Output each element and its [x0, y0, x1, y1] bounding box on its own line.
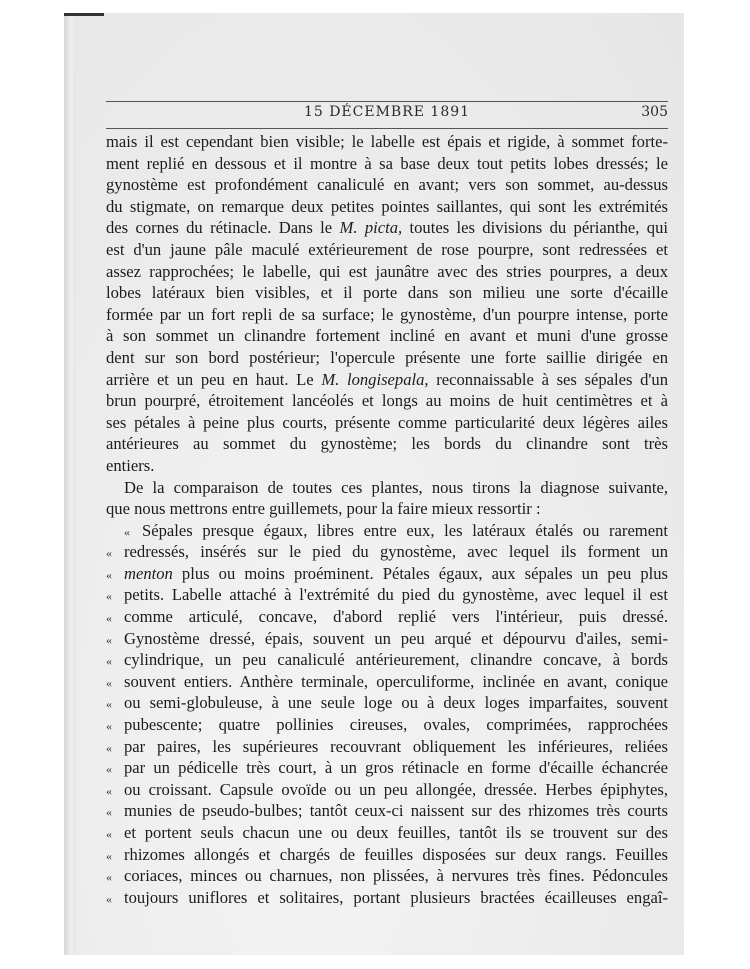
line-text: pubescente; quatre pollinies cireuses, ovales, comprimées, rapprochées [124, 715, 668, 735]
paragraph-p1 [106, 131, 668, 477]
text-line [106, 153, 668, 175]
text-line [106, 757, 668, 779]
guillemet-mark: « [106, 654, 112, 669]
line-text: mais il est cependant bien visible; le labelle est épais et rigide, à sommet forte- [106, 132, 668, 151]
text-line [106, 736, 668, 758]
text-line [106, 261, 668, 283]
guillemet-mark: « [106, 848, 112, 863]
guillemet-mark: « [106, 632, 112, 647]
line-text: redressés, insérés sur le pied du gynostème, avec lequel ils forment un [124, 542, 668, 562]
line-text: assez rapprochées; le labelle, qui est jaunâtre avec des stries pourpres, a deux [106, 261, 668, 281]
text-line [106, 541, 668, 563]
line-text: formée par un fort repli de sa surface; le gynostème, d'un pourpre intense, porte [106, 304, 668, 324]
text-line [106, 347, 668, 369]
text-line [106, 779, 668, 801]
line-text: Gynostème dressé, épais, souvent un peu arqué et dépourvu d'ailes, semi- [124, 628, 668, 648]
guillemet-mark: « [106, 675, 112, 690]
body-text [106, 131, 668, 908]
guillemet-mark: « [124, 524, 130, 539]
line-text: toutes les divisions du périanthe, qui [402, 218, 668, 238]
line-text: est d'un jaune pâle maculé extérieurement de rose pourpre, sont redressées et [106, 239, 668, 259]
line-text: par paires, les supérieures recouvrant obliquement les inférieures, reliées [124, 736, 668, 756]
text-line [106, 649, 668, 671]
header-rule-bottom [106, 128, 668, 129]
page-number: 305 [641, 104, 668, 120]
line-text: comme articulé, concave, d'abord replié vers l'intérieur, puis dressé. [124, 607, 668, 627]
text-line [106, 131, 668, 153]
guillemet-mark: « [106, 740, 112, 755]
text-line [106, 714, 668, 736]
line-text: par un pédicelle très court, à un gros rétinacle en forme d'écaille échancrée [124, 758, 668, 778]
text-line [106, 671, 668, 693]
text-line [106, 606, 668, 628]
text-line [106, 865, 668, 887]
text-line [106, 390, 668, 412]
text-line [106, 455, 668, 477]
text-line [106, 844, 668, 866]
text-line [106, 304, 668, 326]
text-line [106, 282, 668, 304]
text-line [106, 325, 668, 347]
line-text: et portent seuls chacun une ou deux feuilles, tantôt ils se trouvent sur des [124, 823, 668, 842]
text-line [106, 433, 668, 455]
line-text: des cornes du rétinacle. Dans le [106, 218, 340, 238]
line-text: plus ou moins proéminent. Pétales égaux, aux sépales un peu plus [172, 563, 668, 583]
header-date: 15 DÉCEMBRE 1891 [303, 104, 471, 120]
text-line [106, 217, 668, 239]
line-text: petits. Labelle attaché à l'extrémité du pied du gynostème, avec lequel il est [124, 585, 668, 605]
line-text: Sépales presque égaux, libres entre eux, les latéraux étalés ou rarement [142, 520, 668, 540]
guillemet-mark: « [106, 827, 112, 841]
text-line [106, 628, 668, 650]
text-line [106, 174, 668, 196]
line-text: ou semi-globuleuse, à une seule loge ou à deux loges imparfaites, souvent [124, 693, 668, 713]
guillemet-mark: « [106, 783, 112, 798]
line-text: entiers. [106, 455, 155, 475]
line-text: souvent entiers. Anthère terminale, operculiforme, inclinée en avant, conique [124, 671, 668, 691]
text-line [106, 584, 668, 606]
line-text: que nous mettrons entre guillemets, pour la faire mieux ressortir : [106, 499, 541, 519]
guillemet-mark: « [106, 870, 112, 885]
header-rule-top [106, 101, 668, 102]
guillemet-mark: « [106, 589, 112, 604]
line-text: du stigmate, on remarque deux petites pointes saillantes, qui sont les extrémités [106, 196, 668, 216]
text-line [106, 369, 668, 391]
species-name: M. picta, [339, 218, 403, 238]
guillemet-mark: « [106, 762, 112, 777]
guillemet-mark: « [106, 719, 112, 734]
text-line [106, 196, 668, 218]
page-edge-shadow [64, 13, 104, 16]
guillemet-mark: « [106, 891, 112, 906]
line-text: rhizomes allongés et chargés de feuilles disposées sur deux rangs. Feuilles [124, 844, 668, 864]
line-text: De la comparaison de toutes ces plantes, nous tirons la diagnose suivante, [124, 477, 668, 497]
text-line [106, 887, 668, 909]
text-line [106, 498, 668, 520]
guillemet-mark: « [106, 567, 112, 582]
line-text: antérieures au sommet du gynostème; les bords du clinandre sont très [106, 434, 668, 454]
guillemet-mark: « [106, 546, 112, 561]
text-line [106, 239, 668, 261]
line-text: dent sur son bord postérieur; l'opercule présente une forte saillie dirigée en [106, 347, 668, 367]
line-text: cylindrique, un peu canaliculé antérieurement, clinandre concave, à bords [124, 650, 668, 670]
text-line [106, 412, 668, 434]
paragraph-p2 [106, 477, 668, 520]
text-line [106, 563, 668, 585]
guillemet-mark: « [106, 805, 112, 820]
running-head [106, 104, 668, 126]
line-text: brun pourpré, étroitement lancéolés et longs au moins de huit centimètres et à [106, 391, 668, 411]
guillemet-mark: « [106, 611, 112, 626]
page-gutter [64, 13, 76, 955]
line-text: gynostème est profondément canaliculé en avant; vers son sommet, au-dessus [106, 175, 668, 195]
line-text: ses pétales à peine plus courts, présente comme particularité deux légères ailes [106, 412, 668, 432]
line-text: coriaces, minces ou charnues, non plissées, à nervures très fines. Pédoncules [124, 866, 668, 886]
text-line [106, 692, 668, 714]
line-text: à son sommet un clinandre fortement incliné en avant et muni d'une grosse [106, 326, 668, 346]
line-text: reconnaissable à ses sépales d'un [428, 369, 668, 389]
text-line [106, 477, 668, 499]
paragraph-quote [106, 520, 668, 909]
line-text: ou croissant. Capsule ovoïde ou un peu allongée, dressée. Herbes épiphytes, [124, 779, 668, 799]
text-line [106, 822, 668, 844]
line-text: lobes latéraux bien visibles, et il porte dans son milieu une sorte d'écaille [106, 283, 668, 303]
line-text: munies de pseudo-bulbes; tantôt ceux-ci naissent sur des rhizomes très courts [124, 801, 668, 821]
guillemet-mark: « [106, 697, 112, 712]
line-text: toujours uniflores et solitaires, portant plusieurs bractées écailleuses engaî- [124, 887, 668, 907]
species-name: menton [124, 563, 173, 583]
line-text: ment replié en dessous et il montre à sa base deux tout petits lobes dressés; le [106, 153, 668, 173]
line-text: arrière et un peu en haut. Le [106, 369, 322, 389]
text-line [106, 800, 668, 822]
species-name: M. longisepala, [321, 369, 429, 389]
text-line [106, 520, 668, 542]
